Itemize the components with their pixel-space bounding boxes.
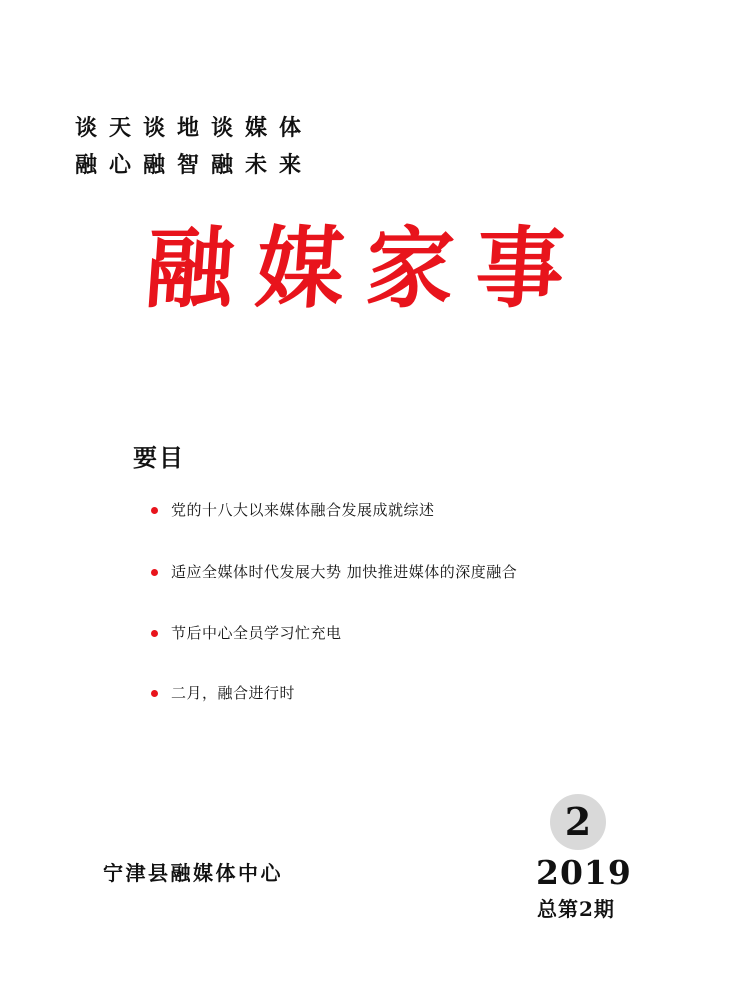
magazine-title: 融媒家事 xyxy=(142,216,590,320)
slogan-line-2: 融心融智融未来 xyxy=(75,152,314,178)
contents-item xyxy=(151,683,295,703)
contents-item-text: 党的十八大以来媒体融合发展成就综述 xyxy=(171,501,435,519)
issue-total-number: 总第2期 xyxy=(537,897,615,921)
contents-item xyxy=(151,623,342,643)
contents-item-text: 二月，融合进行时 xyxy=(171,684,296,702)
slogan-line-1: 谈天谈地谈媒体 xyxy=(75,115,314,141)
contents-item-text: 适应全媒体时代发展大势 加快推进媒体的深度融合 xyxy=(171,563,518,581)
issue-year: 2019 xyxy=(536,853,632,892)
issue-number-badge xyxy=(550,794,606,850)
red-dot-icon xyxy=(151,507,158,514)
red-dot-icon xyxy=(151,630,158,637)
publisher-name: 宁津县融媒体中心 xyxy=(103,861,283,885)
red-dot-icon xyxy=(151,690,158,697)
contents-item-text: 节后中心全员学习忙充电 xyxy=(171,624,342,642)
red-dot-icon xyxy=(151,569,158,576)
contents-item xyxy=(151,562,517,582)
contents-item xyxy=(151,500,435,520)
issue-number: 2 xyxy=(564,799,592,844)
contents-heading: 要目 xyxy=(133,444,185,472)
